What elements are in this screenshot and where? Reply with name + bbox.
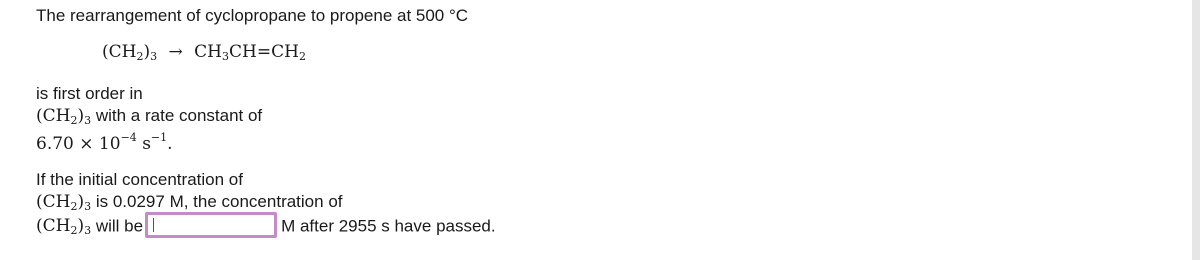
species-formula xyxy=(36,106,91,126)
right-border xyxy=(1192,0,1200,260)
after-text: M after 2955 s have passed. xyxy=(281,216,496,236)
species3-close: ) xyxy=(77,216,85,237)
product-b: CH=CH xyxy=(229,42,299,62)
reactant-sub: 2 xyxy=(136,50,144,63)
will-be-text: will be xyxy=(95,216,144,236)
species3-open: (CH xyxy=(36,216,71,237)
rate-times: × xyxy=(79,134,94,154)
species-close: ) xyxy=(77,106,85,126)
text-caret xyxy=(153,218,154,232)
intro-text: The rearrangement of cyclopropane to propene at 500 °C xyxy=(36,6,469,25)
rate-constant xyxy=(36,131,173,154)
rate-exponent: −4 xyxy=(120,131,137,144)
reactant-open: (CH xyxy=(102,42,137,62)
rate-base: 10 xyxy=(98,134,121,154)
rate-period: . xyxy=(167,134,173,154)
species2-close-sub: 3 xyxy=(84,200,92,213)
initial-text: If the initial concentration of xyxy=(36,170,243,189)
species-formula-3 xyxy=(36,216,91,236)
reactant-close: ) xyxy=(143,42,151,62)
species-sub: 2 xyxy=(70,114,78,127)
rate-text: with a rate constant of xyxy=(95,106,263,125)
product-a-sub: 3 xyxy=(222,50,230,63)
answer-input[interactable] xyxy=(145,212,277,238)
concentration-line xyxy=(36,192,343,213)
species-close-sub: 3 xyxy=(84,114,92,127)
product-a: CH xyxy=(194,42,223,62)
rate-line xyxy=(36,106,262,127)
species2-open: (CH xyxy=(36,192,71,212)
answer-line xyxy=(36,214,496,240)
species2-sub: 2 xyxy=(70,200,78,213)
rate-mantissa: 6.70 xyxy=(36,134,74,154)
species3-sub: 2 xyxy=(70,224,78,238)
product-b-sub: 2 xyxy=(298,50,306,63)
order-text: is first order in xyxy=(36,84,143,103)
species2-close: ) xyxy=(77,192,85,212)
rate-unit: s xyxy=(142,134,151,154)
reaction-arrow: → xyxy=(168,42,183,62)
concentration-text: is 0.0297 M, the concentration of xyxy=(95,192,343,211)
rate-unit-exponent: −1 xyxy=(150,131,168,144)
species-formula-2 xyxy=(36,192,91,212)
reaction-equation xyxy=(102,42,306,63)
species-open: (CH xyxy=(36,106,71,126)
reactant-close-sub: 3 xyxy=(150,50,158,63)
species3-close-sub: 3 xyxy=(84,224,92,238)
